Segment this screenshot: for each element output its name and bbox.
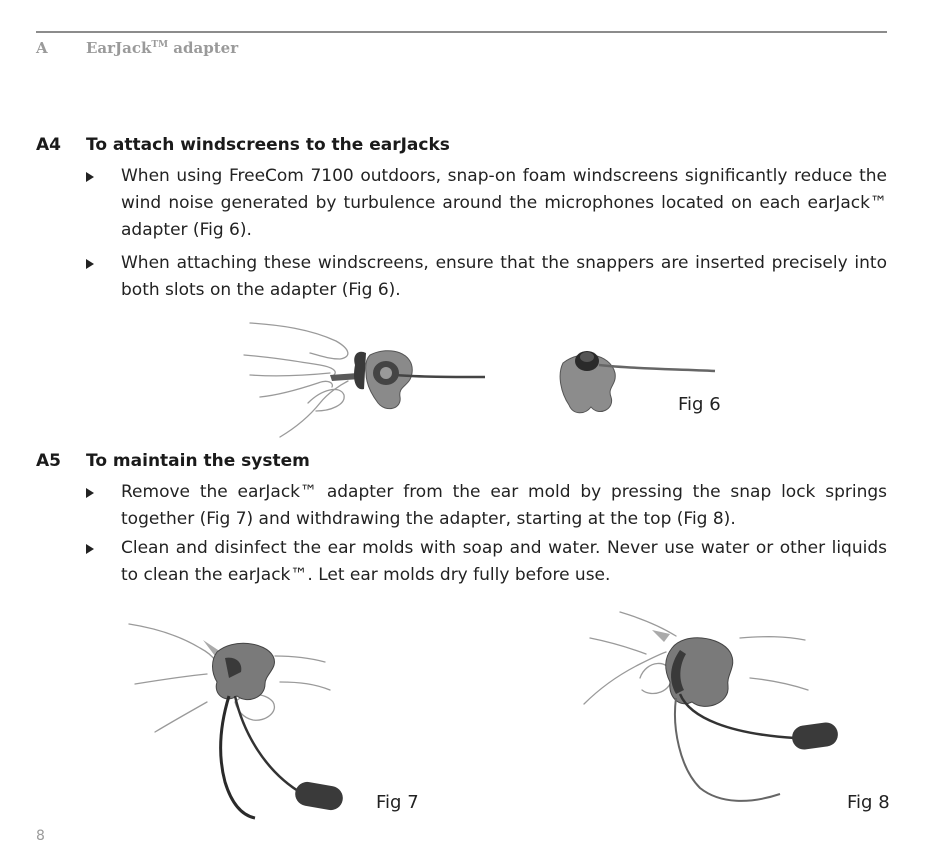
bullet-text: Remove the earJack™ adapter from the ear mold by pressing the snap lock springs together (Fig 7) and withdrawing the adapter, starting at the top (Fig 8). bbox=[121, 482, 887, 529]
running-header bbox=[36, 39, 238, 57]
section-heading-a5 bbox=[36, 451, 310, 471]
section-title: To attach windscreens to the earJacks bbox=[86, 135, 450, 155]
header-trademark: TM bbox=[151, 40, 169, 50]
fig6-label: Fig 6 bbox=[678, 394, 721, 415]
bullet-triangle-icon bbox=[86, 544, 94, 554]
bullet-triangle-icon bbox=[86, 488, 94, 498]
bullet-text: When attaching these windscreens, ensure that the snappers are inserted precisely into both slots on the adapter (Fig 6). bbox=[121, 253, 887, 300]
header-title: EarJack bbox=[86, 39, 152, 57]
bullet-a4-1 bbox=[86, 163, 887, 244]
section-title: To maintain the system bbox=[86, 451, 310, 471]
bullet-triangle-icon bbox=[86, 172, 94, 182]
section-number: A5 bbox=[36, 451, 61, 471]
header-letter: A bbox=[36, 39, 48, 57]
header-title-suffix: adapter bbox=[168, 39, 239, 57]
fig6-illustration-left bbox=[240, 315, 500, 440]
page-number: 8 bbox=[36, 828, 45, 844]
section-number: A4 bbox=[36, 135, 61, 155]
fig8-illustration bbox=[580, 608, 840, 808]
fig7-label: Fig 7 bbox=[376, 792, 419, 813]
bullet-a5-2 bbox=[86, 535, 887, 589]
bullet-a4-2 bbox=[86, 250, 887, 304]
section-heading-a4 bbox=[36, 135, 450, 155]
bullet-text: When using FreeCom 7100 outdoors, snap-on foam windscreens significantly reduce the wind noise generated by turbulence around the microphones located on each earJack™ adapter (Fig 6). bbox=[121, 166, 887, 240]
header-rule bbox=[36, 31, 887, 33]
fig8-label: Fig 8 bbox=[847, 792, 890, 813]
bullet-text: Clean and disinfect the ear molds with soap and water. Never use water or other liquids to clean the earJack™. Let ear molds dry fully before use. bbox=[121, 538, 887, 585]
bullet-a5-1 bbox=[86, 479, 887, 533]
bullet-triangle-icon bbox=[86, 259, 94, 269]
fig7-illustration bbox=[125, 612, 365, 822]
